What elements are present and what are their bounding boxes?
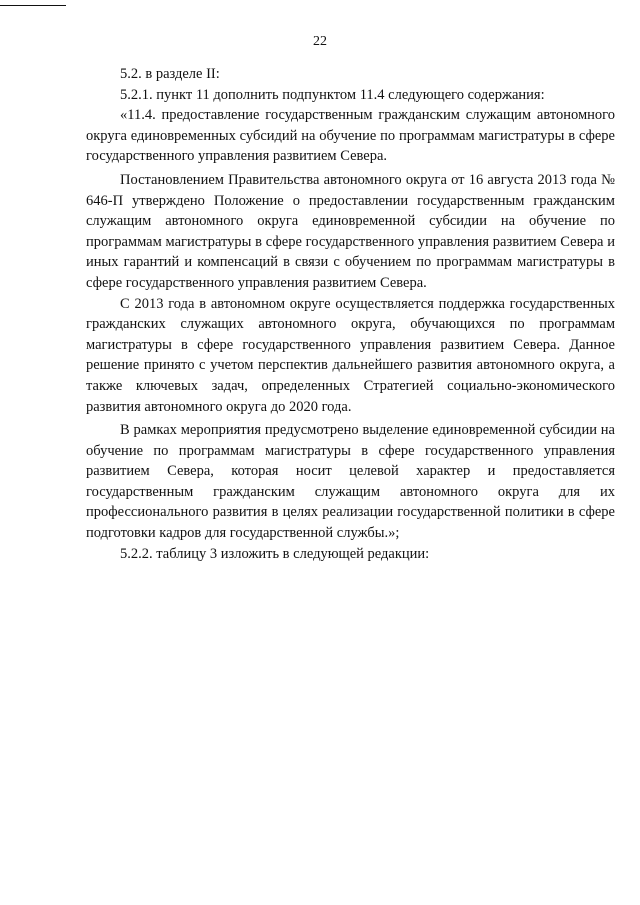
document-body — [86, 64, 615, 564]
paragraph-subsidy: В рамках мероприятия предусмотрено выделение единовременной субсидии на обучение по программам магистратуры в сфере государственного управления развитием Севера, которая носит целевой характер и предоставляется государственным гражданским служащим автономного округа для их профессионального развития в целях реализации государственной политики в сфере подготовки кадров для государственной службы.»; — [86, 422, 615, 542]
section-heading: 5.2. в разделе II: — [120, 66, 220, 82]
page-number: 22 — [313, 34, 327, 49]
paragraph-amendment-intro: 5.2.1. пункт 11 дополнить подпунктом 11.4 следующего содержания: — [120, 86, 545, 103]
paragraph-table-3: 5.2.2. таблицу 3 изложить в следующей редакции: — [120, 545, 430, 562]
paragraph-subclause-11-4: «11.4. предоставление государственным гражданским служащим автономного округа единовременных субсидий на обучение по программам магистратуры в сфере государственного управления развитием Севера. — [86, 107, 615, 165]
paragraph-resolution: Постановлением Правительства автономного округа от 16 августа 2013 года № 646-П утверждено Положение о предоставлении государственным гражданским служащим автономного округа единовременной субсидии на обучение по программам магистратуры в сфере государственного управления развитием Севера и иных гарантий и компенсаций в связи с обучением по программам магистратуры в сфере государственного управления развитием Севера. — [86, 171, 615, 291]
paragraph-support-since-2013: С 2013 года в автономном округе осуществляется поддержка государственных гражданских служащих автономного округа, обучающихся по программам магистратуры в сфере государственного управления развитием Севера. Данное решение принято с учетом перспектив дальнейшего развития автономного округа, а также ключевых задач, определенных Стратегией социально-экономического развития автономного округа до 2020 года. — [86, 295, 615, 415]
corner-mark — [0, 0, 66, 6]
